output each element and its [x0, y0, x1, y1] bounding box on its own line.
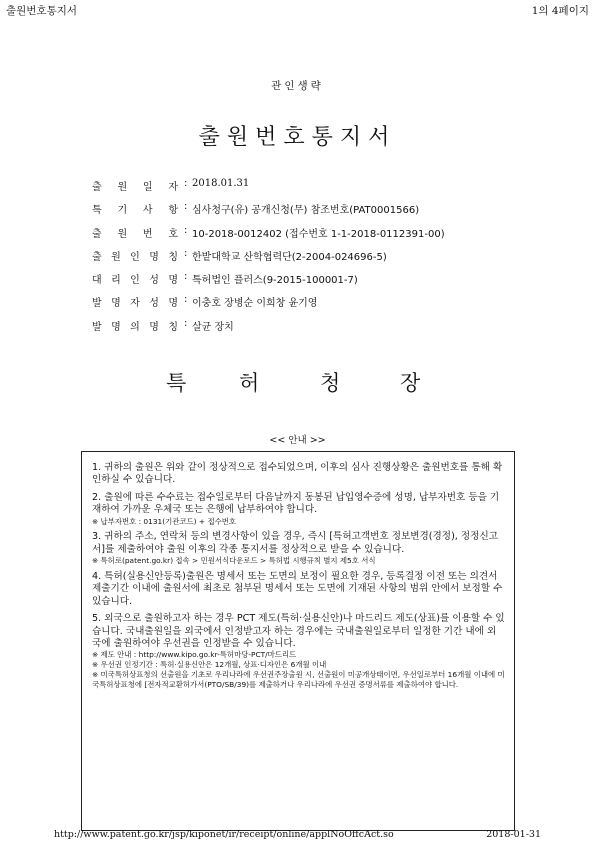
page-header-title: 출원번호통지서	[6, 5, 78, 17]
notice-item	[92, 571, 505, 608]
notice-text: 5. 외국으로 출원하고자 하는 경우 PCT 제도(특허·실용신안)나 마드리드 제도(상표)를 이용할 수 있습니다. 국내출원일을 외국에서 인정받고자 하는 경우에는 국내출원일로부터 일정한 기간 내에 외국에 출원하여야 우선권을 인정받을 수 있습니다.	[92, 613, 505, 650]
decision-char: 청	[320, 371, 341, 395]
field-label: 출 원 인 명 칭	[92, 251, 178, 263]
field-label: 발 명 의 명 칭	[92, 321, 178, 333]
field-value: 이충호 장병순 이희창 윤기영	[192, 298, 318, 310]
document-title: 출원번호통지서	[198, 125, 397, 150]
field-value: 특허법인 플러스(9-2015-100001-7)	[192, 275, 358, 287]
notice-box	[81, 451, 515, 831]
field-colon: :	[184, 271, 188, 283]
notice-item	[92, 462, 505, 487]
field-value: 심사청구(유) 공개신청(무) 참조번호(PAT0001566)	[192, 205, 420, 217]
notice-item	[92, 492, 505, 527]
notice-note: ※ 미국특허상표청의 선출원을 기초로 우리나라에 우선권주장출원 시, 선출원이 미공개상태이면, 우선일로부터 16개월 이내에 미국특허상표청에 [전자적교환허가서(PTO/SB/39)를 제출하거나 우리나라에 우선권 증명서류를 제출하여야 합니다.	[92, 670, 505, 689]
field-value: 살균 장치	[192, 321, 234, 333]
page-number: 1의 4페이지	[531, 5, 589, 17]
notice-note: ※ 특허로(patent.go.kr) 접속 > 민원서식다운로드 > 특허법 시행규칙 별지 제5호 서식	[92, 556, 376, 566]
field-colon: :	[184, 224, 188, 236]
notice-text: 4. 특허(실용신안등록)출원은 명세서 또는 도면의 보정이 필요한 경우, 등록결정 이전 또는 의견서 제출기간 이내에 출원서에 최초로 첨부된 명세서 또는 도면에 기재된 사항의 범위 안에서 보정할 수 있습니다.	[92, 571, 503, 607]
decision-char: 허	[239, 371, 260, 395]
notice-note: ※ 우선권 인정기간 : 특허·실용신안은 12개월, 상표·디자인은 6개월 이내	[92, 660, 327, 670]
field-label: 대 리 인 성 명	[92, 275, 178, 287]
notice-note: ※ 제도 안내 : http://www.kipo.go.kr-특허마당-PCT/마드리드	[92, 650, 297, 660]
field-label: 특 기 사 항	[92, 205, 178, 217]
footer-date: 2018-01-31	[486, 829, 541, 840]
notice-text: 2. 출원에 따른 수수료는 접수일로부터 다음날까지 동봉된 납입영수증에 성명, 납부자번호 등을 기재하여 가까운 우체국 또는 은행에 납부하여야 합니다.	[92, 491, 500, 516]
field-label: 발 명 자 성 명	[92, 298, 178, 310]
field-label: 출 원 번 호	[92, 228, 178, 240]
field-colon: :	[184, 294, 188, 306]
notice-note: ※ 납부자번호 : 0131(기관코드) + 접수번호	[92, 516, 237, 526]
guide-label: << 안내 >>	[269, 435, 326, 446]
decision-char: 특	[166, 371, 187, 395]
field-value: 2018.01.31	[192, 178, 250, 189]
notice-item	[92, 531, 505, 566]
footer-url: http://www.patent.go.kr/jsp/kiponet/ir/receipt/online/applNoOffcAct.so	[54, 829, 394, 840]
field-colon: :	[184, 317, 188, 329]
notice-text: 1. 귀하의 출원은 위와 같이 정상적으로 접수되었으며, 이후의 심사 진행상황은 출원번호를 통해 확인하실 수 있습니다.	[92, 462, 503, 486]
field-value: 10-2018-0012402 (접수번호 1-1-2018-0112391-00)	[192, 228, 445, 240]
decision-char: 장	[400, 371, 421, 395]
field-label: 출 원 일 자	[92, 182, 178, 193]
field-colon: :	[184, 247, 188, 259]
office-seal-omitted: 관인생략	[271, 80, 324, 92]
notice-item	[92, 613, 505, 689]
field-colon: :	[184, 201, 188, 213]
field-value: 한밭대학교 산학협력단(2-2004-024696-5)	[192, 251, 387, 263]
notice-text: 3. 귀하의 주소, 연락처 등의 변경사항이 있을 경우, 즉시 [특허고객번호 정보변경(경정), 정정신고서]를 제출하여야 출원 이후의 각종 통지서를 정상적으로 받을 수 있습니다.	[92, 531, 498, 555]
field-colon: :	[184, 178, 188, 189]
